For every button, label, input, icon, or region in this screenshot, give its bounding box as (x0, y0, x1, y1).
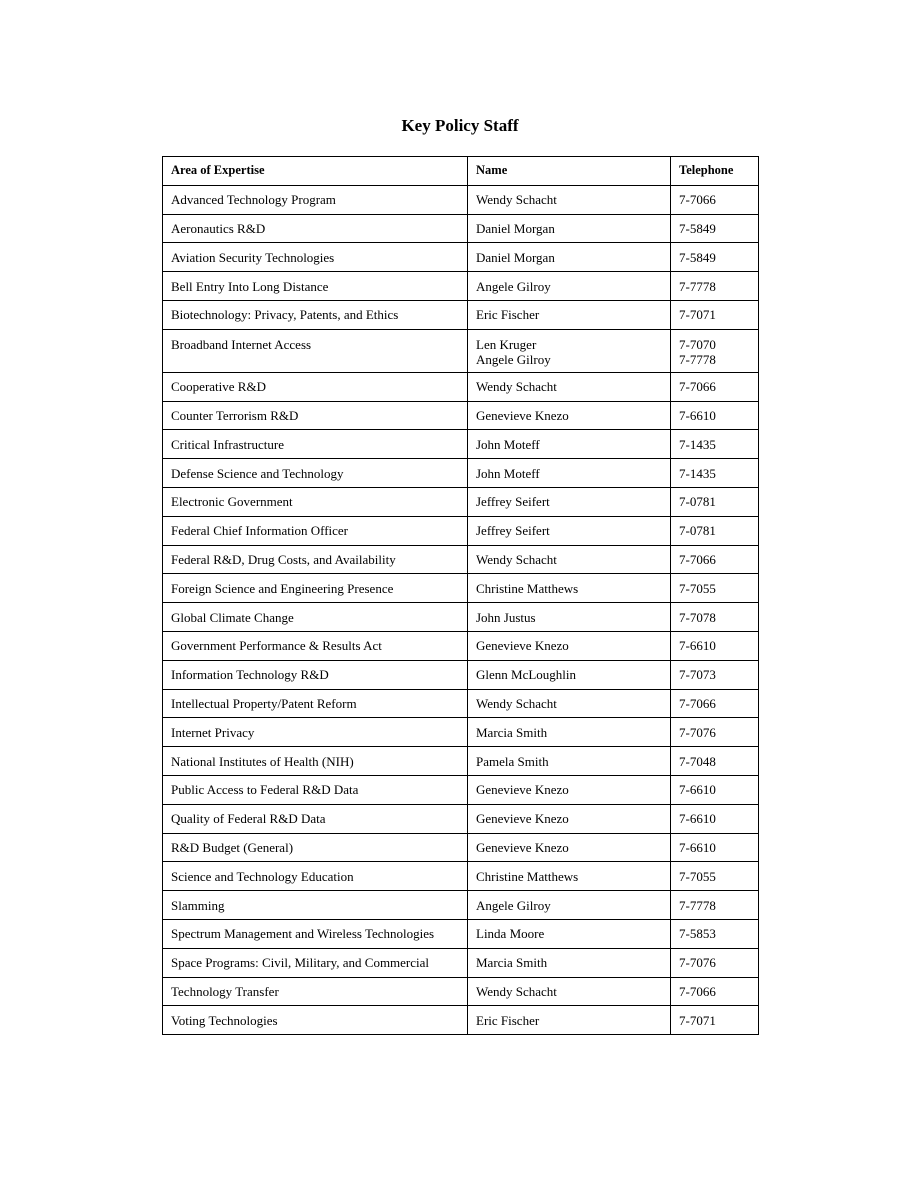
cell-telephone (671, 487, 759, 516)
cell-telephone (671, 689, 759, 718)
table-row (163, 833, 759, 862)
staff-name: Eric Fischer (476, 307, 540, 323)
staff-table (162, 156, 759, 1035)
table-row (163, 1006, 759, 1035)
cell-name (468, 862, 671, 891)
cell-name (468, 401, 671, 430)
cell-telephone (671, 804, 759, 833)
cell-telephone (671, 891, 759, 920)
telephone-number: 7-7071 (679, 307, 716, 323)
cell-name (468, 660, 671, 689)
cell-telephone (671, 214, 759, 243)
cell-area: Biotechnology: Privacy, Patents, and Ethics (163, 300, 468, 329)
cell-area: Government Performance & Results Act (163, 631, 468, 660)
cell-area: Aviation Security Technologies (163, 243, 468, 272)
staff-name: Wendy Schacht (476, 695, 557, 711)
table-row (163, 603, 759, 632)
table-row (163, 430, 759, 459)
cell-telephone (671, 329, 759, 372)
cell-name (468, 775, 671, 804)
telephone-number: 7-6610 (679, 407, 716, 423)
cell-name (468, 516, 671, 545)
cell-telephone (671, 603, 759, 632)
cell-area: Electronic Government (163, 487, 468, 516)
staff-name: Daniel Morgan (476, 249, 555, 265)
cell-area: Science and Technology Education (163, 862, 468, 891)
table-row (163, 574, 759, 603)
cell-area: Critical Infrastructure (163, 430, 468, 459)
table-row (163, 747, 759, 776)
cell-area: Foreign Science and Engineering Presence (163, 574, 468, 603)
cell-area: Public Access to Federal R&D Data (163, 775, 468, 804)
staff-name: Christine Matthews (476, 580, 579, 596)
cell-telephone (671, 300, 759, 329)
cell-name (468, 833, 671, 862)
cell-name (468, 891, 671, 920)
cell-telephone (671, 401, 759, 430)
cell-name (468, 185, 671, 214)
table-row (163, 243, 759, 272)
cell-name (468, 747, 671, 776)
table-row (163, 272, 759, 301)
staff-name: Jeffrey Seifert (476, 494, 550, 510)
cell-area: Defense Science and Technology (163, 459, 468, 488)
cell-name (468, 718, 671, 747)
staff-name: Marcia Smith (476, 724, 548, 740)
table-row (163, 689, 759, 718)
cell-area: Global Climate Change (163, 603, 468, 632)
table-row (163, 804, 759, 833)
table-row (163, 516, 759, 545)
staff-name: Eric Fischer (476, 1012, 540, 1028)
header-telephone: Telephone (671, 157, 759, 186)
cell-name (468, 272, 671, 301)
cell-area: Federal Chief Information Officer (163, 516, 468, 545)
telephone-number: 7-0781 (679, 494, 716, 510)
cell-name (468, 300, 671, 329)
table-row (163, 372, 759, 401)
staff-name: John Justus (476, 609, 536, 625)
table-row (163, 891, 759, 920)
telephone-number: 7-7066 (679, 695, 716, 711)
cell-area: Intellectual Property/Patent Reform (163, 689, 468, 718)
telephone-number: 7-6610 (679, 638, 716, 654)
cell-area: R&D Budget (General) (163, 833, 468, 862)
telephone-number: 7-7778 (679, 278, 716, 294)
cell-telephone (671, 430, 759, 459)
cell-area: Broadband Internet Access (163, 329, 468, 372)
staff-name: Angele Gilroy (476, 278, 551, 294)
cell-telephone (671, 775, 759, 804)
telephone-number: 7-7076 (679, 724, 716, 740)
cell-area: National Institutes of Health (NIH) (163, 747, 468, 776)
table-row (163, 775, 759, 804)
cell-name (468, 631, 671, 660)
telephone-number: 7-7066 (679, 983, 716, 999)
table-row (163, 919, 759, 948)
telephone-number: 7-7055 (679, 868, 716, 884)
cell-name (468, 487, 671, 516)
cell-area: Aeronautics R&D (163, 214, 468, 243)
telephone-number: 7-7048 (679, 753, 716, 769)
cell-area: Advanced Technology Program (163, 185, 468, 214)
staff-name: Genevieve Knezo (476, 811, 569, 827)
staff-name: Angele Gilroy (476, 351, 551, 367)
cell-name (468, 574, 671, 603)
cell-area: Information Technology R&D (163, 660, 468, 689)
staff-name: Genevieve Knezo (476, 407, 569, 423)
cell-area: Federal R&D, Drug Costs, and Availability (163, 545, 468, 574)
cell-telephone (671, 977, 759, 1006)
cell-telephone (671, 372, 759, 401)
table-body (163, 185, 759, 1034)
header-name: Name (468, 157, 671, 186)
cell-telephone (671, 545, 759, 574)
table-row (163, 718, 759, 747)
telephone-number: 7-5853 (679, 926, 716, 942)
staff-name: Marcia Smith (476, 955, 548, 971)
telephone-number: 7-1435 (679, 465, 716, 481)
telephone-number: 7-7073 (679, 667, 716, 683)
table-row (163, 459, 759, 488)
cell-area: Quality of Federal R&D Data (163, 804, 468, 833)
telephone-number: 7-7066 (679, 551, 716, 567)
staff-name: Wendy Schacht (476, 983, 557, 999)
cell-area: Voting Technologies (163, 1006, 468, 1035)
cell-telephone (671, 919, 759, 948)
cell-name (468, 243, 671, 272)
table-row (163, 631, 759, 660)
telephone-number: 7-7055 (679, 580, 716, 596)
table-row (163, 948, 759, 977)
table-row (163, 660, 759, 689)
cell-area: Space Programs: Civil, Military, and Commercial (163, 948, 468, 977)
staff-name: Wendy Schacht (476, 551, 557, 567)
table-row (163, 185, 759, 214)
telephone-number: 7-7778 (679, 897, 716, 913)
cell-telephone (671, 243, 759, 272)
page-title: Key Policy Staff (401, 116, 519, 135)
staff-name: Glenn McLoughlin (476, 667, 577, 683)
telephone-number: 7-7066 (679, 192, 716, 208)
cell-name (468, 1006, 671, 1035)
cell-name (468, 603, 671, 632)
cell-name (468, 804, 671, 833)
staff-name: Angele Gilroy (476, 897, 551, 913)
cell-telephone (671, 862, 759, 891)
cell-area: Slamming (163, 891, 468, 920)
staff-name: Daniel Morgan (476, 220, 555, 236)
staff-name: Genevieve Knezo (476, 839, 569, 855)
telephone-number: 7-1435 (679, 436, 716, 452)
cell-area: Bell Entry Into Long Distance (163, 272, 468, 301)
staff-name: Jeffrey Seifert (476, 523, 550, 539)
telephone-number: 7-5849 (679, 249, 716, 265)
staff-name: Linda Moore (476, 926, 545, 942)
table-header-row (163, 157, 759, 186)
staff-name: Pamela Smith (476, 753, 549, 769)
table-row (163, 862, 759, 891)
cell-name (468, 329, 671, 372)
staff-name: Genevieve Knezo (476, 638, 569, 654)
telephone-number: 7-0781 (679, 523, 716, 539)
cell-telephone (671, 185, 759, 214)
telephone-number: 7-7778 (679, 351, 716, 367)
telephone-number: 7-7066 (679, 379, 716, 395)
cell-telephone (671, 516, 759, 545)
cell-telephone (671, 459, 759, 488)
cell-area: Counter Terrorism R&D (163, 401, 468, 430)
staff-name: John Moteff (476, 465, 540, 481)
cell-area: Technology Transfer (163, 977, 468, 1006)
cell-name (468, 977, 671, 1006)
telephone-number: 7-7076 (679, 955, 716, 971)
cell-telephone (671, 948, 759, 977)
cell-area: Cooperative R&D (163, 372, 468, 401)
telephone-number: 7-7078 (679, 609, 716, 625)
telephone-number: 7-6610 (679, 811, 716, 827)
staff-name: Wendy Schacht (476, 192, 557, 208)
staff-name: Len Kruger (476, 336, 537, 352)
table-row (163, 487, 759, 516)
cell-name (468, 214, 671, 243)
table-row (163, 214, 759, 243)
telephone-number: 7-6610 (679, 782, 716, 798)
cell-area: Spectrum Management and Wireless Technologies (163, 919, 468, 948)
table-row (163, 300, 759, 329)
cell-telephone (671, 1006, 759, 1035)
staff-name: Wendy Schacht (476, 379, 557, 395)
table-row (163, 977, 759, 1006)
cell-telephone (671, 660, 759, 689)
cell-name (468, 689, 671, 718)
table-row (163, 401, 759, 430)
cell-name (468, 545, 671, 574)
telephone-number: 7-7071 (679, 1012, 716, 1028)
telephone-number: 7-6610 (679, 839, 716, 855)
cell-telephone (671, 718, 759, 747)
cell-telephone (671, 833, 759, 862)
cell-area: Internet Privacy (163, 718, 468, 747)
telephone-number: 7-7070 (679, 336, 716, 352)
staff-name: Christine Matthews (476, 868, 579, 884)
cell-name (468, 919, 671, 948)
cell-telephone (671, 631, 759, 660)
telephone-number: 7-5849 (679, 220, 716, 236)
cell-telephone (671, 574, 759, 603)
staff-name: John Moteff (476, 436, 540, 452)
table-row (163, 329, 759, 372)
cell-name (468, 430, 671, 459)
cell-name (468, 372, 671, 401)
table-row (163, 545, 759, 574)
cell-name (468, 459, 671, 488)
cell-telephone (671, 747, 759, 776)
staff-name: Genevieve Knezo (476, 782, 569, 798)
cell-name (468, 948, 671, 977)
cell-telephone (671, 272, 759, 301)
header-area: Area of Expertise (163, 157, 468, 186)
